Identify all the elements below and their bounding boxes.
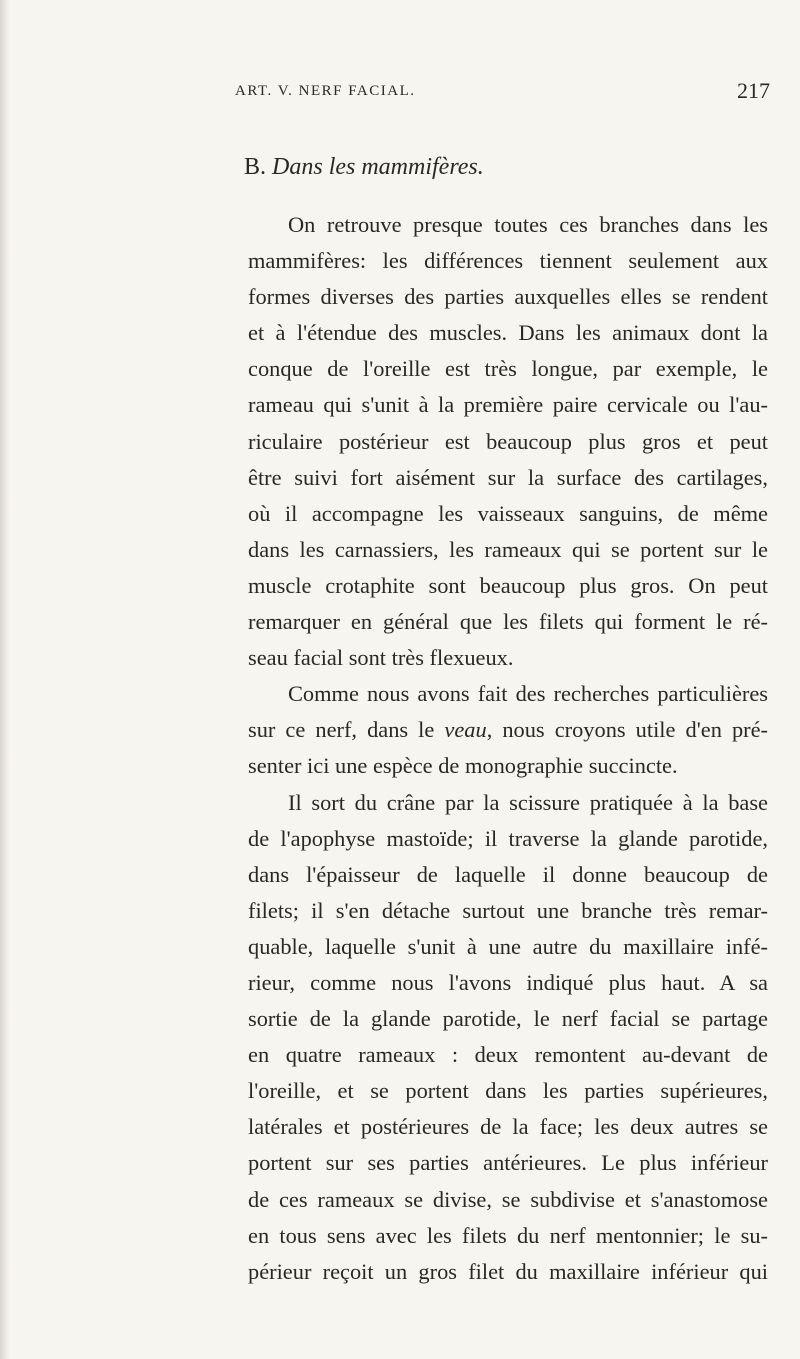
text-line: où il accompagne les vaisseaux sanguins, de même	[248, 500, 768, 526]
text-fragment: sur ce nerf, dans le	[248, 717, 445, 743]
page-number: 217	[737, 78, 770, 103]
text-line: Comme nous avons fait des recherches particulières	[288, 681, 768, 707]
text-line: l'oreille, et se portent dans les parties supérieures,	[248, 1078, 768, 1104]
text-line: sortie de la glande parotide, le nerf facial se partage	[248, 1006, 768, 1032]
text-line: en quatre rameaux : deux remontent au-devant de	[248, 1042, 768, 1068]
text-line	[248, 712, 768, 748]
text-line: senter ici une espèce de monographie succincte.	[248, 753, 678, 779]
text-line: seau facial sont très flexueux.	[248, 645, 514, 671]
text-line: latérales et postérieures de la face; les deux autres se	[248, 1114, 768, 1140]
text-line: périeur reçoit un gros filet du maxillaire inférieur qui	[248, 1258, 768, 1284]
text-line: et à l'étendue des muscles. Dans les animaux dont la	[248, 320, 768, 346]
text-line: être suivi fort aisément sur la surface des cartilages,	[248, 464, 768, 490]
text-line: On retrouve presque toutes ces branches dans les	[288, 212, 768, 237]
section-title-text: Dans les mammifères.	[272, 154, 484, 180]
text-line: muscle crotaphite sont beaucoup plus gros. On peut	[248, 572, 768, 598]
section-heading	[244, 154, 484, 181]
text-line: quable, laquelle s'unit à une autre du maxillaire infé-	[248, 933, 768, 959]
text-line: conque de l'oreille est très longue, par exemple, le	[248, 356, 768, 382]
text-line: dans l'épaisseur de laquelle il donne beaucoup de	[248, 861, 768, 887]
text-line: formes diverses des parties auxquelles elles se rendent	[248, 284, 768, 310]
text-line: rieur, comme nous l'avons indiqué plus haut. A sa	[248, 969, 768, 995]
text-line: mammifères: les différences tiennent seulement aux	[248, 248, 768, 274]
text-line: dans les carnassiers, les rameaux qui se portent sur le	[248, 536, 768, 562]
text-line: portent sur ses parties antérieures. Le plus inférieur	[248, 1150, 768, 1176]
text-line: Il sort du crâne par la scissure pratiquée à la base	[288, 789, 768, 815]
text-fragment: , nous croyons utile d'en pré-	[486, 717, 768, 743]
section-label: B.	[244, 154, 267, 180]
text-line: de ces rameaux se divise, se subdivise et s'anastomose	[248, 1186, 768, 1212]
running-title: ART. V. NERF FACIAL.	[235, 83, 416, 99]
text-line: riculaire postérieur est beaucoup plus gros et peut	[248, 428, 768, 454]
text-line: rameau qui s'unit à la première paire cervicale ou l'au-	[248, 392, 768, 418]
paragraph-3	[248, 785, 768, 1290]
paragraph-2	[248, 676, 768, 784]
paragraph-1	[248, 207, 768, 676]
italic-term: veau	[444, 717, 487, 743]
text-line: de l'apophyse mastoïde; il traverse la glande parotide,	[248, 825, 768, 851]
text-line: filets; il s'en détache surtout une branche très remar-	[248, 897, 768, 923]
body-text	[248, 207, 768, 1290]
page-edge	[0, 0, 10, 1359]
text-line: en tous sens avec les filets du nerf mentonnier; le su-	[248, 1222, 768, 1248]
text-line: remarquer en général que les filets qui forment le ré-	[248, 609, 768, 635]
